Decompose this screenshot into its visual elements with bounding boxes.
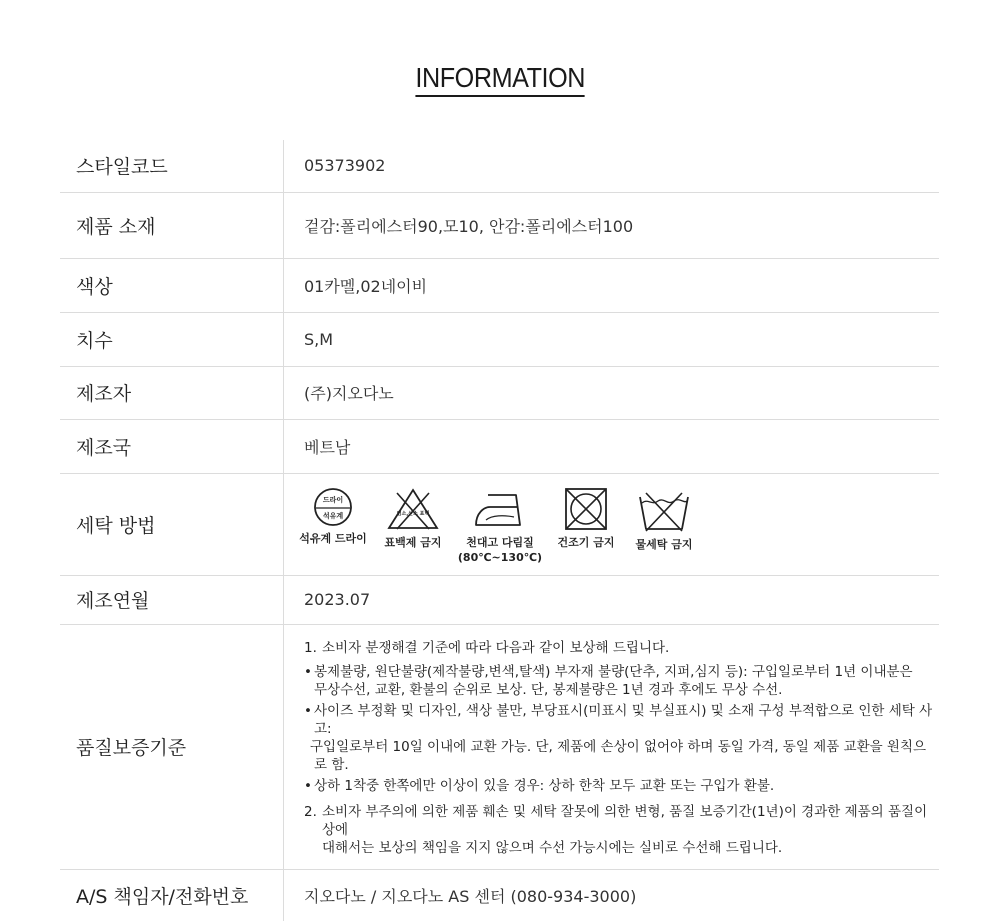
table-row — [60, 258, 939, 312]
table-row — [60, 624, 939, 869]
quality-item-2 — [304, 803, 939, 857]
table-row — [60, 869, 939, 921]
wash-caption: 건조기 금지 — [557, 536, 615, 549]
no-bleach-icon — [386, 487, 440, 531]
row-label-style-code: 스타일코드 — [60, 140, 284, 192]
wash-caption: 석유계 드라이 — [299, 532, 367, 545]
row-value-as: 지오다노 / 지오다노 AS 센터 (080-934-3000) — [304, 886, 637, 906]
line: 대해서는 보상의 책임을 지지 않으며 수선 가능시에는 실비로 수선해 드립니다. — [322, 839, 783, 856]
item-number: 1. — [304, 639, 317, 656]
row-label-as: A/S 책임자/전화번호 — [60, 869, 284, 921]
table-row — [60, 366, 939, 419]
wash-item — [548, 487, 624, 550]
row-label-maker: 제조자 — [60, 366, 284, 419]
quality-bullet — [304, 702, 939, 774]
row-label-quality: 품질보증기준 — [60, 624, 284, 869]
line: 무상수선, 교환, 환불의 순위로 보상. 단, 봉제불량은 1년 경과 후에도 무상 수선. — [314, 681, 783, 698]
wash-caption: 천대고 다림질 — [466, 536, 534, 549]
row-value-date: 2023.07 — [284, 575, 940, 624]
wash-item — [374, 487, 452, 550]
info-table — [60, 140, 939, 921]
bullet-text: 상하 1착중 한쪽에만 이상이 있을 경우: 상하 한착 모두 교환 또는 구입가 환불. — [314, 777, 775, 794]
bullet-icon: • — [304, 702, 312, 719]
wash-caption-wrap — [458, 535, 542, 565]
row-value-wash — [284, 473, 940, 575]
line: 사이즈 부정확 및 디자인, 색상 불만, 부당표시(미표시 및 부실표시) 및 소재 구성 부적합으로 인한 세탁 사고: — [314, 702, 933, 737]
wash-caption: 물세탁 금지 — [635, 538, 693, 551]
table-row — [60, 192, 939, 258]
quality-bullet — [304, 777, 939, 795]
quality-text — [304, 625, 939, 869]
row-value-maker: (주)지오다노 — [284, 366, 940, 419]
bullet-icon: • — [304, 663, 312, 680]
no-tumble-dry-icon — [563, 487, 609, 531]
row-label-date: 제조연월 — [60, 575, 284, 624]
line: 구입일로부터 10일 이내에 교환 가능. 단, 제품에 손상이 없어야 하며 동일 가격, 동일 제품 교환을 원칙으로 함. — [310, 738, 927, 773]
table-row — [60, 140, 939, 192]
low-iron-icon — [470, 487, 530, 531]
item-number: 2. — [304, 803, 317, 820]
table-row — [60, 473, 939, 575]
bullet-text — [310, 702, 939, 774]
wash-inner-text: 염소,산소 표백 — [396, 511, 430, 517]
wash-caption-temp: (80℃~130℃) — [457, 551, 543, 564]
row-label-country: 제조국 — [60, 419, 284, 473]
row-label-size: 치수 — [60, 312, 284, 366]
table-row — [60, 575, 939, 624]
dry-clean-petroleum-icon — [310, 487, 356, 527]
row-label-wash: 세탁 방법 — [60, 473, 284, 575]
bullet-icon: • — [304, 777, 312, 794]
table-row — [60, 419, 939, 473]
line: 소비자 부주의에 의한 제품 훼손 및 세탁 잘못에 의한 변형, 품질 보증기간(1년)이 경과한 제품의 품질이상에 — [322, 803, 928, 838]
no-wash-icon — [637, 487, 691, 533]
row-value-quality — [284, 624, 940, 869]
bullet-text — [314, 663, 913, 699]
wash-inner-bottom: 석유계 — [322, 512, 344, 520]
table-row — [60, 312, 939, 366]
item-text: 소비자 분쟁해결 기준에 따라 다음과 같이 보상해 드립니다. — [322, 639, 670, 656]
wash-caption: 표백제 금지 — [384, 536, 442, 549]
line: 봉제불량, 원단불량(제작불량,변색,탈색) 부자재 불량(단추, 지퍼,심지 등): 구입일로부터 1년 이내분은 — [314, 663, 913, 680]
row-value-size: S,M — [284, 312, 940, 366]
item-text — [322, 803, 939, 857]
quality-item-1 — [304, 639, 939, 657]
row-value-color: 01카멜,02네이비 — [284, 258, 940, 312]
wash-item — [292, 487, 374, 546]
wash-item — [452, 487, 548, 565]
row-label-color: 색상 — [60, 258, 284, 312]
row-value-material: 겉감:폴리에스터90,모10, 안감:폴리에스터100 — [284, 192, 940, 258]
row-value-style-code: 05373902 — [284, 140, 940, 192]
row-label-material: 제품 소재 — [60, 192, 284, 258]
page-title: INFORMATION — [415, 62, 585, 97]
quality-bullet — [304, 663, 939, 699]
wash-icons — [299, 483, 939, 565]
wash-item — [624, 487, 704, 552]
row-value-country: 베트남 — [284, 419, 940, 473]
wash-inner-top: 드라이 — [322, 496, 344, 504]
